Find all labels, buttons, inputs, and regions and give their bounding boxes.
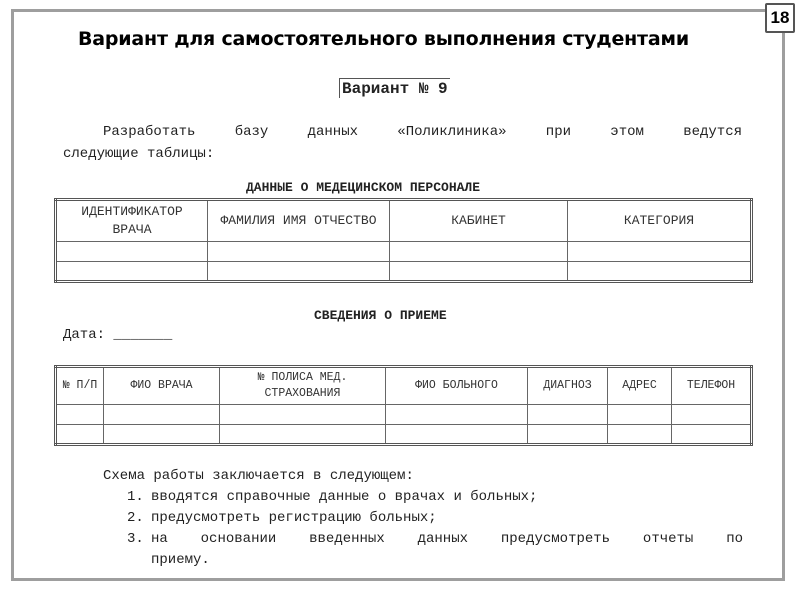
list-word: введенных [309,531,385,547]
table-cell [56,425,104,445]
list-item-line-1 [151,529,743,550]
column-header: ФИО ВРАЧА [104,367,220,405]
column-header: ФАМИЛИЯ ИМЯ ОТЧЕСТВО [208,200,390,242]
intro-word: данных [307,124,359,140]
table-cell [56,262,208,282]
variant-title: Вариант № 9 [339,78,450,98]
table2-title: СВЕДЕНИЯ О ПРИЕМЕ [314,308,447,323]
page-title: Вариант для самостоятельного выполнения студентами [78,28,689,50]
slide-number: 18 [765,3,795,33]
table-cell [208,242,390,262]
table-header-row [56,200,752,242]
list-item-text: предусмотреть регистрацию больных; [151,510,437,526]
table-cell [528,425,608,445]
table-cell [56,242,208,262]
table-cell [528,405,608,425]
table-cell [608,425,672,445]
column-header: АДРЕС [608,367,672,405]
list-word: на [151,531,168,547]
table-cell [104,425,220,445]
column-header: КАБИНЕТ [390,200,568,242]
intro-word: ведутся [683,124,742,140]
list-word: основании [200,531,277,547]
intro-line-1 [63,121,742,143]
table-row [56,242,752,262]
list-item-text [151,529,743,571]
table-cell [568,242,752,262]
list-item [103,487,743,508]
table-cell [386,425,528,445]
intro-word: «Поликлиника» [397,124,507,140]
column-header: № ПОЛИСА МЕД. СТРАХОВАНИЯ [220,367,386,405]
table-cell [672,405,752,425]
list-word: по [726,531,743,547]
intro-word: базу [234,124,269,140]
scheme-section [103,466,743,571]
table-row [56,425,752,445]
table-cell [390,262,568,282]
table-cell [220,425,386,445]
column-header: КАТЕГОРИЯ [568,200,752,242]
intro-word: этом [610,124,644,140]
table1-title: ДАННЫЕ О МЕДЕЦИНСКОМ ПЕРСОНАЛЕ [246,180,481,195]
table-cell [386,405,528,425]
table-cell [56,405,104,425]
table-row [56,405,752,425]
list-item-text: вводятся справочные данные о врачах и больных; [151,489,538,505]
table-row [56,262,752,282]
table-cell [608,405,672,425]
intro-paragraph [63,121,742,165]
list-item-number: 1. [127,489,144,505]
column-header: ТЕЛЕФОН [672,367,752,405]
list-word: данных [417,531,469,547]
table-cell [104,405,220,425]
date-label: Дата: _______ [63,327,173,343]
column-header: № П/П [56,367,104,405]
list-word: отчеты [642,531,694,547]
column-header: ИДЕНТИФИКАТОР ВРАЧА [56,200,208,242]
column-header: ФИО БОЛЬНОГО [386,367,528,405]
reception-table [54,365,753,446]
table-header-row [56,367,752,405]
column-header: ДИАГНОЗ [528,367,608,405]
list-item-number: 3. [127,531,144,547]
list-item-line-2: приему. [151,552,210,568]
scheme-intro: Схема работы заключается в следующем: [103,468,414,484]
intro-word: Разработать [103,124,196,140]
table-cell [208,262,390,282]
intro-word: при [545,124,572,140]
list-word: предусмотреть [500,531,611,547]
list-item-number: 2. [127,510,144,526]
list-item [103,508,743,529]
intro-line-2: следующие таблицы: [63,146,215,162]
table-cell [390,242,568,262]
table-cell [220,405,386,425]
staff-table [54,198,753,283]
table-cell [568,262,752,282]
list-item [103,529,743,571]
table-cell [672,425,752,445]
